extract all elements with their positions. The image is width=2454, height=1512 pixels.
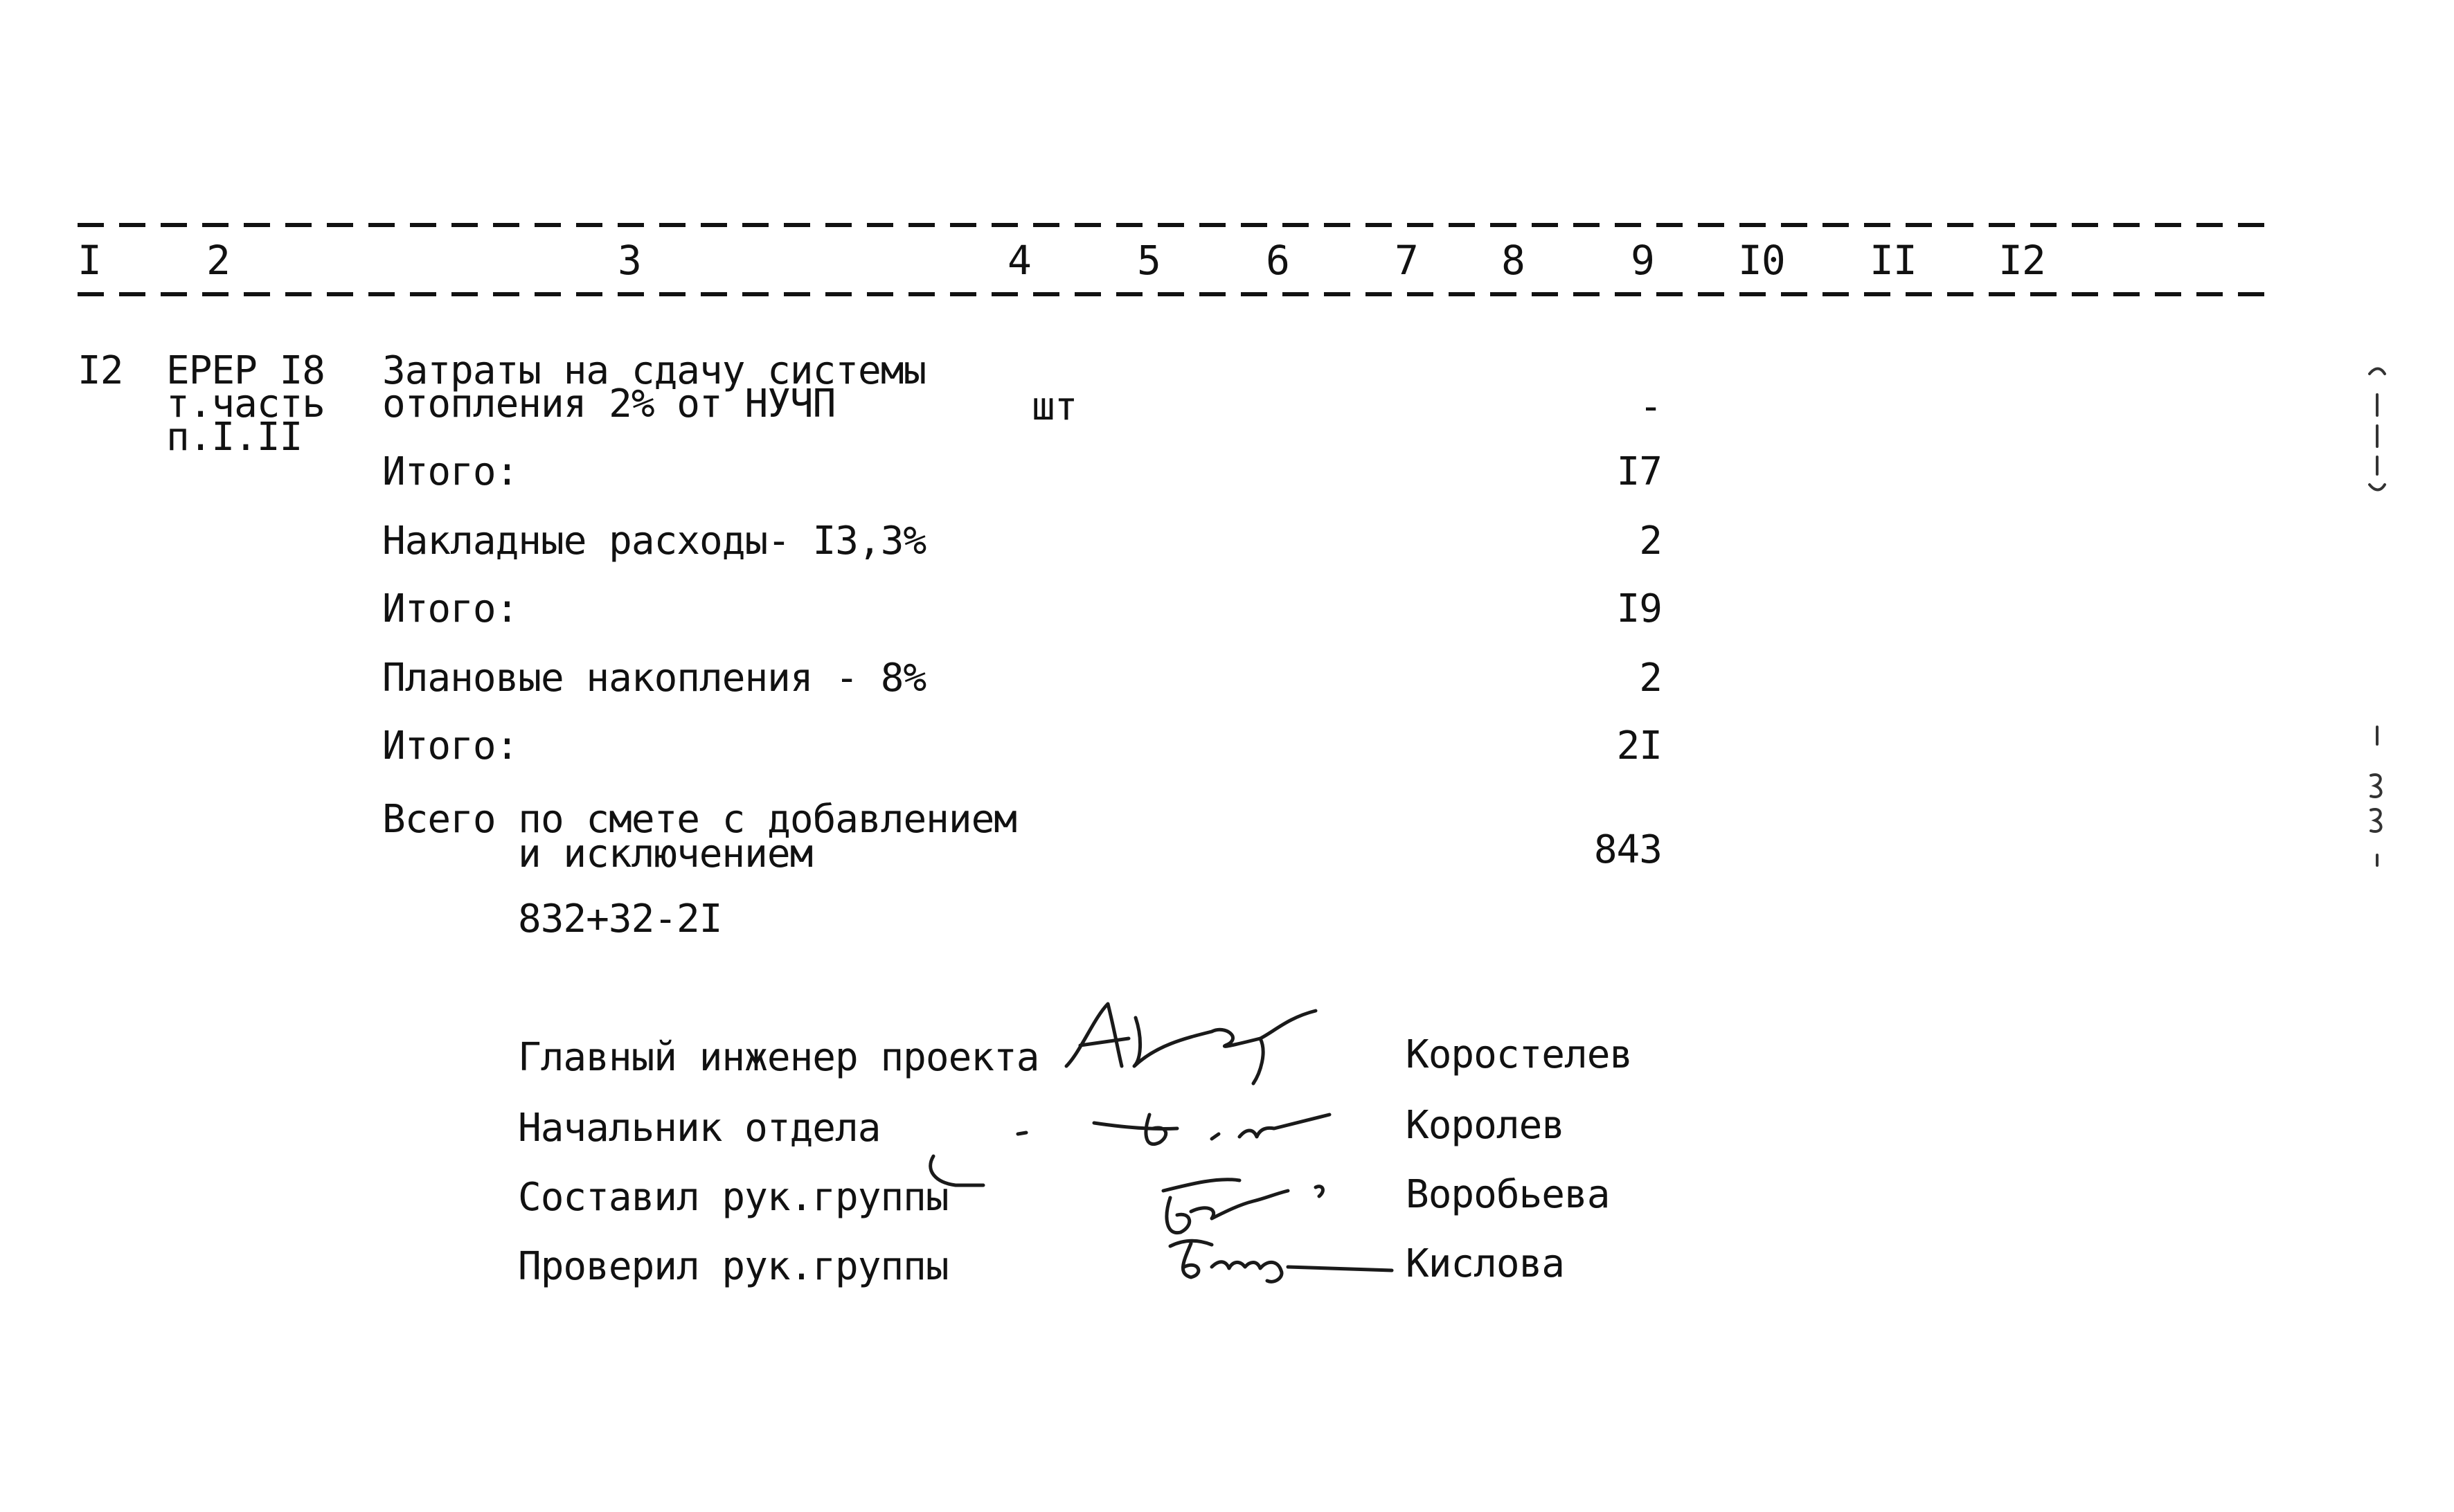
signature-name: Воробьева (1406, 1172, 1610, 1217)
handwritten-signature (1053, 990, 1343, 1087)
row-code-line: т.часть (166, 381, 325, 426)
column-number: II (1870, 237, 1917, 284)
row-code-line: ЕРЕР I8 (166, 348, 325, 393)
column-number: I2 (1998, 237, 2045, 284)
row-description-line: отопления 2% от НУЧП (382, 381, 836, 426)
summary-value: 2 (1639, 656, 1662, 701)
header-top-rule (78, 223, 2266, 227)
column-number: 5 (1137, 237, 1161, 284)
summary-value: I9 (1616, 586, 1662, 631)
summary-label: Итого: (382, 723, 519, 768)
column-number: 7 (1395, 237, 1418, 284)
column-number: 9 (1631, 237, 1654, 284)
column-number: I0 (1738, 237, 1785, 284)
row-value: - (1639, 384, 1662, 429)
column-number: 6 (1266, 237, 1289, 284)
signature-role: Проверил рук.группы (518, 1244, 949, 1289)
row-number: I2 (78, 348, 123, 393)
total-label-line2: и исключением (518, 831, 813, 876)
summary-label: Плановые накопления - 8% (382, 656, 926, 701)
signature-role: Главный инженер проекта (518, 1035, 1039, 1080)
handwritten-signature (1163, 1218, 1426, 1302)
margin-page-mark (2354, 360, 2396, 498)
signature-name: Кислова (1406, 1241, 1565, 1286)
summary-value: I7 (1616, 449, 1662, 494)
summary-label: Накладные расходы- I3,3% (382, 519, 926, 564)
margin-page-number (2354, 720, 2396, 872)
total-value: 843 (1593, 827, 1662, 872)
column-number: 2 (206, 237, 230, 284)
summary-value: 2 (1639, 519, 1662, 564)
summary-label: Итого: (382, 586, 519, 631)
summary-value: 2I (1616, 723, 1662, 768)
total-label-line1: Всего по смете с добавлением (382, 797, 1017, 842)
row-unit: шт (1032, 384, 1077, 429)
signature-name: Королев (1406, 1103, 1565, 1148)
total-formula: 832+32-2I (518, 897, 722, 942)
header-bottom-rule (78, 292, 2266, 296)
row-description-line: Затраты на сдачу системы (382, 348, 926, 393)
signature-name: Коростелев (1406, 1032, 1633, 1077)
signature-role: Начальник отдела (518, 1106, 881, 1151)
row-code-line: п.I.II (166, 415, 303, 460)
column-number: I (78, 237, 101, 284)
column-number: 4 (1007, 237, 1031, 284)
column-number: 8 (1501, 237, 1525, 284)
column-number: 3 (618, 237, 641, 284)
signature-role: Составил рук.группы (518, 1175, 949, 1220)
summary-label: Итого: (382, 449, 519, 494)
